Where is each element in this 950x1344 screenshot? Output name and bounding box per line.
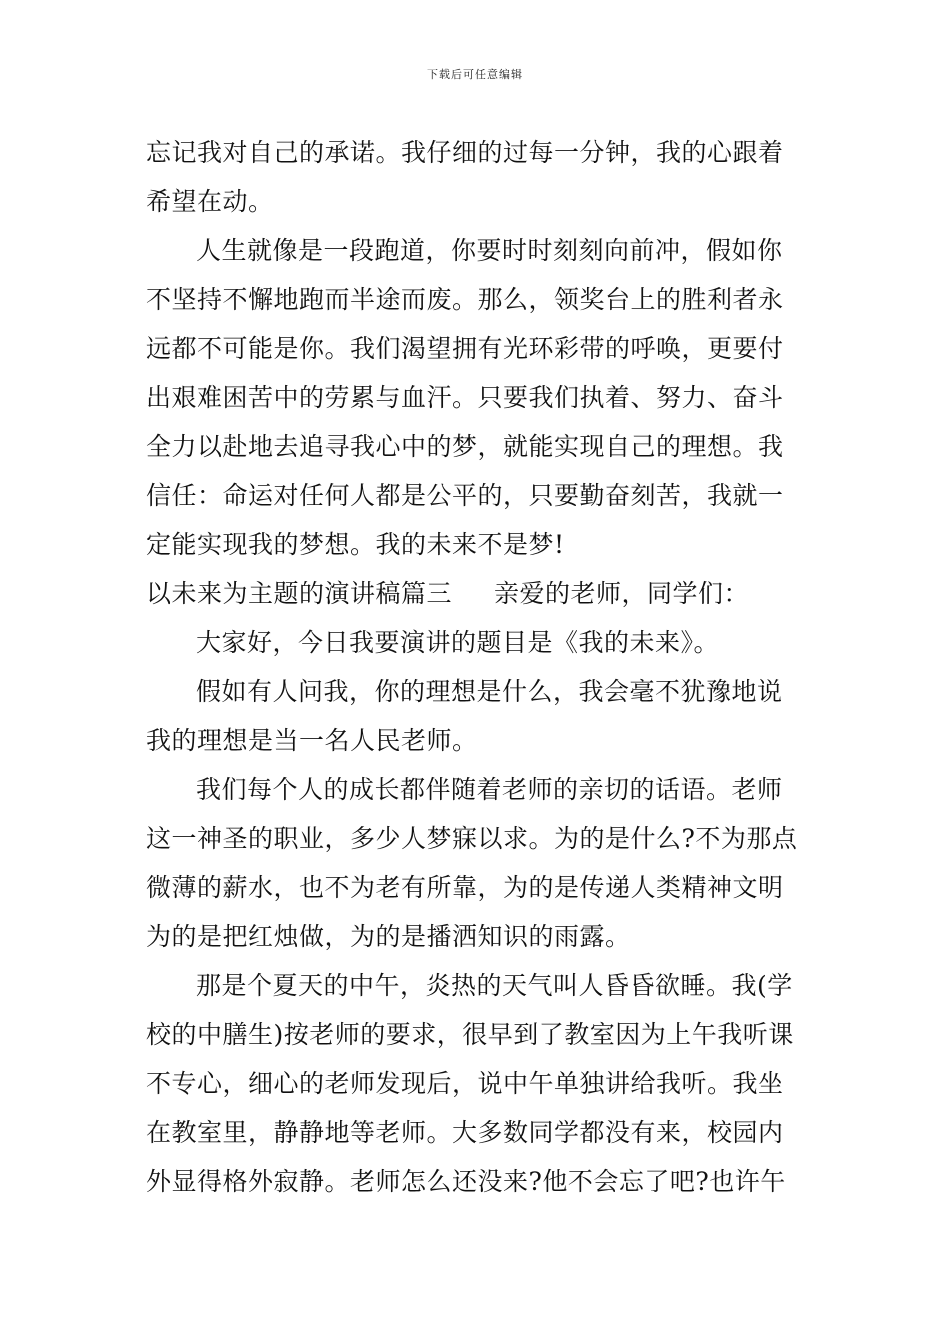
text-block-1 — [146, 128, 806, 569]
section-title: 以未来为主题的演讲稿篇三 — [146, 579, 453, 608]
text-line: 在教室里，静静地等老师。大多数同学都没有来，校园内 — [146, 1118, 784, 1147]
salutation: 亲爱的老师，同学们： — [494, 579, 750, 608]
text-line: 不专心，细心的老师发现后，说中午单独讲给我听。我坐 — [146, 1069, 784, 1098]
text-line: 信任：命运对任何人都是公平的，只要勤奋刻苦，我就一 — [146, 481, 784, 510]
text-line: 我们每个人的成长都伴随着老师的亲切的话语。老师 — [196, 775, 783, 804]
page-header: 下载后可任意编辑 — [427, 68, 523, 81]
text-line: 不坚持不懈地跑而半途而废。那么，领奖台上的胜利者永 — [146, 285, 784, 314]
text-line: 希望在动。 — [146, 187, 274, 216]
text-line: 我的理想是当一名人民老师。 — [146, 726, 478, 755]
text-line: 定能实现我的梦想。我的未来不是梦! — [146, 530, 565, 559]
text-line: 远都不可能是你。我们渴望拥有光环彩带的呼唤，更要付 — [146, 334, 784, 363]
document-body — [146, 128, 806, 1206]
text-line: 这一神圣的职业，多少人梦寐以求。为的是什么?不为那点 — [146, 824, 798, 853]
text-line: 为的是把红烛做，为的是播洒知识的雨露。 — [146, 922, 631, 951]
text-line: 出艰难困苦中的劳累与血汗。只要我们执着、努力、奋斗 — [146, 383, 784, 412]
text-line: 假如有人问我，你的理想是什么，我会毫不犹豫地说 — [196, 677, 783, 706]
text-line: 人生就像是一段跑道，你要时时刻刻向前冲，假如你 — [196, 236, 783, 265]
text-line: 全力以赴地去追寻我心中的梦，就能实现自己的理想。我 — [146, 432, 784, 461]
text-line: 校的中膳生)按老师的要求，很早到了教室因为上午我听课 — [146, 1020, 794, 1049]
text-line: 那是个夏天的中午，炎热的天气叫人昏昏欲睡。我(学 — [196, 971, 793, 1000]
text-line: 忘记我对自己的承诺。我仔细的过每一分钟，我的心跟着 — [146, 138, 784, 167]
text-block-2 — [146, 618, 806, 1206]
text-line: 外显得格外寂静。老师怎么还没来?他不会忘了吧?也许午 — [146, 1167, 786, 1196]
text-line: 微薄的薪水，也不为老有所靠，为的是传递人类精神文明 — [146, 873, 784, 902]
text-line: 大家好，今日我要演讲的题目是《我的未来》。 — [196, 628, 720, 657]
section-heading — [146, 569, 806, 618]
